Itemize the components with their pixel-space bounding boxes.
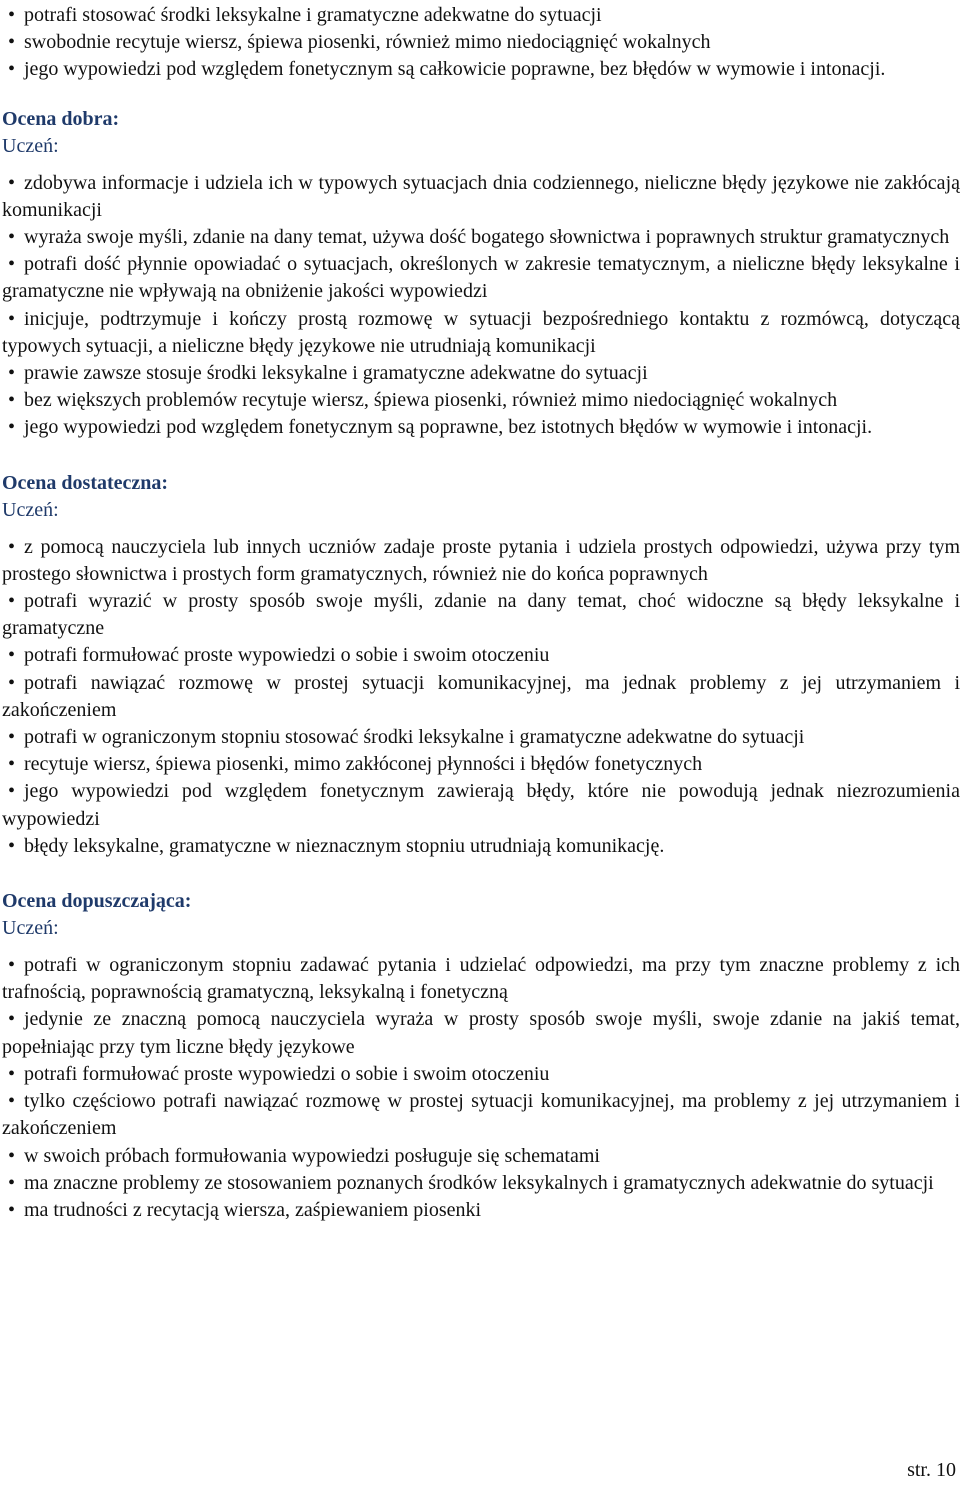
list-item-text: potrafi formułować proste wypowiedzi o sobie i swoim otoczeniu xyxy=(24,644,550,667)
list-item-text: tylko częściowo potrafi nawiązać rozmowę w prostej sytuacji komunikacyjnej, ma problemy z jej utrzymaniem i zakończeniem xyxy=(2,1090,960,1140)
list-item xyxy=(0,1143,960,1170)
list-item-text: ma znaczne problemy ze stosowaniem poznanych środków leksykalnych i gramatycznych adekwatnie do sytuacji xyxy=(24,1171,934,1194)
list-item-text: potrafi wyrazić w prosty sposób swoje myśli, zdanie na dany temat, choć widoczne są błędy leksykalne i gramatyczne xyxy=(2,590,960,640)
list-item-text: ma trudności z recytacją wiersza, zaśpiewaniem piosenki xyxy=(24,1198,482,1221)
list-item-text: prawie zawsze stosuje środki leksykalne i gramatyczne adekwatne do sytuacji xyxy=(24,362,648,385)
list-item xyxy=(0,224,960,251)
list-item-text: jego wypowiedzi pod względem fonetycznym są poprawne, bez istotnych błędów w wymowie i intonacji. xyxy=(24,416,873,439)
item-list xyxy=(0,952,960,1224)
list-item-text: potrafi stosować środki leksykalne i gramatyczne adekwatne do sytuacji xyxy=(24,4,602,26)
section-heading: Ocena dobra: xyxy=(2,107,120,130)
list-item-text: inicjuje, podtrzymuje i kończy prostą rozmowę w sytuacji bezpośredniego kontaktu z rozmówcą, dotyczącą typowych sytuacji, a nieliczne błędy językowe nie utrudniają komunikacji xyxy=(2,307,960,357)
student-label: Uczeń: xyxy=(2,134,59,157)
list-item-text: jego wypowiedzi pod względem fonetycznym zawierają błędy, które nie powodują jednak niezrozumienia wypowiedzi xyxy=(2,780,960,830)
list-item-text: potrafi w ograniczonym stopniu stosować środki leksykalne i gramatyczne adekwatne do sytuacji xyxy=(24,726,805,749)
bullet-icon: • xyxy=(8,753,16,776)
bullet-icon: • xyxy=(8,834,16,857)
bullet-icon: • xyxy=(8,58,16,81)
bullet-icon: • xyxy=(8,535,16,558)
section-heading: Ocena dopuszczająca: xyxy=(2,890,192,913)
bullet-icon: • xyxy=(8,590,16,613)
bullet-icon: • xyxy=(8,253,16,276)
list-item-text: z pomocą nauczyciela lub innych uczniów zadaje proste pytania i udziela prostych odpowiedzi, używa przy tym prostego słownictwa i prostych form gramatycznych, również nie do końca poprawnych xyxy=(2,535,960,585)
list-item xyxy=(0,387,960,414)
list-item xyxy=(0,306,960,360)
bullet-icon: • xyxy=(8,954,16,977)
list-item-text: potrafi formułować proste wypowiedzi o sobie i swoim otoczeniu xyxy=(24,1062,550,1085)
student-label: Uczeń: xyxy=(2,498,59,521)
list-item-text: błędy leksykalne, gramatyczne w nieznacznym stopniu utrudniają komunikację. xyxy=(24,834,665,857)
list-item xyxy=(0,29,960,56)
page-number: str. 10 xyxy=(907,1459,956,1481)
list-item-text: w swoich próbach formułowania wypowiedzi posługuje się schematami xyxy=(24,1144,600,1167)
section-grade-sufficient xyxy=(0,888,960,1224)
list-item xyxy=(0,1088,960,1142)
list-item-text: swobodnie recytuje wiersz, śpiewa piosenki, również mimo niedociągnięć wokalnych xyxy=(24,31,711,54)
bullet-icon: • xyxy=(8,1008,16,1031)
bullet-icon: • xyxy=(8,780,16,803)
bullet-icon: • xyxy=(8,1198,16,1221)
list-item-text: potrafi w ograniczonym stopniu zadawać pytania i udzielać odpowiedzi, ma przy tym znaczne problemy z ich trafnością, poprawnością gramatyczną, leksykalną i fonetyczną xyxy=(2,954,960,1004)
list-item xyxy=(0,642,960,669)
list-item-text: potrafi dość płynnie opowiadać o sytuacjach, określonych w zakresie tematycznym, a nieliczne błędy leksykalne i gramatyczne nie wpływają na obniżenie jakości wypowiedzi xyxy=(2,253,960,303)
list-item-text: jedynie ze znaczną pomocą nauczyciela wyraża w prosty sposób swoje myśli, swoje zdanie na jakiś temat, popełniając przy tym liczne błędy językowe xyxy=(2,1008,960,1058)
bullet-icon: • xyxy=(8,1171,16,1194)
list-item xyxy=(0,414,960,441)
list-item-text: jego wypowiedzi pod względem fonetycznym są całkowicie poprawne, bez błędów w wymowie i intonacji. xyxy=(24,58,886,81)
list-item xyxy=(0,833,960,860)
bullet-icon: • xyxy=(8,226,16,249)
list-item-text: recytuje wiersz, śpiewa piosenki, mimo zakłóconej płynności i błędów fonetycznych xyxy=(24,753,703,776)
bullet-icon: • xyxy=(8,4,16,26)
item-list xyxy=(0,534,960,860)
section-grade-good xyxy=(0,106,960,442)
list-item-text: zdobywa informacje i udziela ich w typowych sytuacjach dnia codziennego, nieliczne błędy językowe nie zakłócają komunikacji xyxy=(2,171,960,221)
list-item xyxy=(0,952,960,1006)
list-item xyxy=(0,724,960,751)
bullet-icon: • xyxy=(8,171,16,194)
bullet-icon: • xyxy=(8,416,16,439)
section-heading: Ocena dostateczna: xyxy=(2,471,169,494)
item-list xyxy=(0,170,960,442)
list-item xyxy=(0,2,960,29)
list-item xyxy=(0,360,960,387)
bullet-icon: • xyxy=(8,307,16,330)
student-label: Uczeń: xyxy=(2,917,59,940)
bullet-icon: • xyxy=(8,644,16,667)
bullet-icon: • xyxy=(8,1144,16,1167)
list-item xyxy=(0,251,960,305)
bullet-icon: • xyxy=(8,31,16,54)
list-item xyxy=(0,751,960,778)
list-item xyxy=(0,588,960,642)
list-item xyxy=(0,534,960,588)
bullet-icon: • xyxy=(8,1090,16,1113)
list-item-text: bez większych problemów recytuje wiersz, śpiewa piosenki, również mimo niedociągnięć wokalnych xyxy=(24,389,838,412)
list-item xyxy=(0,670,960,724)
list-item xyxy=(0,778,960,832)
list-item xyxy=(0,1006,960,1060)
top-item-list xyxy=(0,0,960,84)
bullet-icon: • xyxy=(8,362,16,385)
list-item xyxy=(0,1197,960,1224)
bullet-icon: • xyxy=(8,1062,16,1085)
bullet-icon: • xyxy=(8,389,16,412)
bullet-icon: • xyxy=(8,726,16,749)
list-item xyxy=(0,170,960,224)
list-item xyxy=(0,56,960,83)
list-item xyxy=(0,1061,960,1088)
list-item-text: potrafi nawiązać rozmowę w prostej sytuacji komunikacyjnej, ma jednak problemy z jej utrzymaniem i zakończeniem xyxy=(2,671,960,721)
section-grade-satisfactory xyxy=(0,470,960,860)
list-item xyxy=(0,1170,960,1197)
bullet-icon: • xyxy=(8,671,16,694)
list-item-text: wyraża swoje myśli, zdanie na dany temat, używa dość bogatego słownictwa i poprawnych struktur gramatycznych xyxy=(24,226,950,249)
